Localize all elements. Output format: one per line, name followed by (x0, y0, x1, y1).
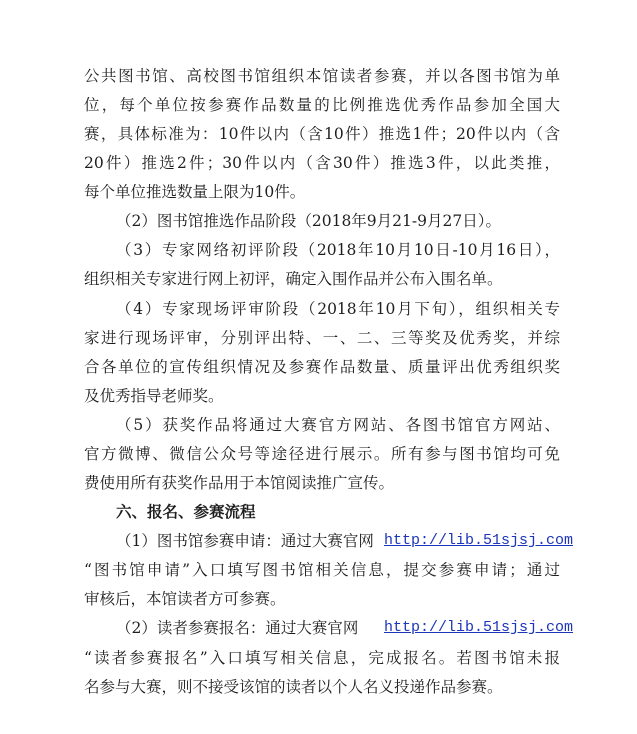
stage-3-line: （3）专家网络初评阶段（2018年10月10日-10月16日）， (116, 241, 560, 259)
step-1-line: “图书馆申请”入口填写图书馆相关信息，提交参赛申请；通过 (84, 561, 560, 579)
stage-2-line: （2）图书馆推选作品阶段（2018年9月21-9月27日）。 (116, 212, 501, 230)
paragraph-1-line: 位，每个单位按参赛作品数量的比例推选优秀作品参加全国大 (84, 96, 560, 114)
paragraph-1-line: 赛，具体标准为：10件以内（含10件）推选1件；20件以内（含 (84, 125, 560, 143)
step-2-prefix: （2）读者参赛报名：通过大赛官网 (116, 619, 359, 637)
step-2-line: “读者参赛报名”入口填写相关信息，完成报名。若图书馆未报 (84, 649, 560, 667)
stage-4-line: 家进行现场评审，分别评出特、一、二、三等奖及优秀奖，并综 (84, 329, 560, 347)
contest-website-link[interactable]: http://lib.51sjsj.com (384, 619, 574, 636)
stage-5-line: （5）获奖作品将通过大赛官方网站、各图书馆官方网站、 (116, 416, 560, 434)
section-6-heading: 六、报名、参赛流程 (116, 503, 256, 521)
step-1-prefix: （1）图书馆参赛申请：通过大赛官网 (116, 532, 374, 550)
stage-5-line: 费使用所有获奖作品用于本馆阅读推广宣传。 (84, 474, 395, 492)
stage-4-line: （4）专家现场评审阶段（2018年10月下旬），组织相关专 (116, 300, 560, 318)
stage-5-line: 官方微博、微信公众号等途径进行展示。所有参与图书馆均可免 (84, 445, 560, 463)
stage-4-line: 及优秀指导老师奖。 (84, 387, 224, 405)
paragraph-1-line: 20件）推选2件；30件以内（含30件）推选3件，以此类推， (84, 154, 560, 172)
contest-website-link[interactable]: http://lib.51sjsj.com (384, 532, 574, 549)
step-2-line: 名参与大赛，则不接受该馆的读者以个人名义投递作品参赛。 (84, 678, 503, 696)
step-1-line: 审核后，本馆读者方可参赛。 (84, 590, 286, 608)
stage-4-line: 合各单位的宣传组织情况及参赛作品数量、质量评出优秀组织奖 (84, 358, 560, 376)
paragraph-1-line: 公共图书馆、高校图书馆组织本馆读者参赛，并以各图书馆为单 (84, 67, 560, 85)
paragraph-1-line: 每个单位推选数量上限为10件。 (84, 183, 306, 201)
stage-3-line: 组织相关专家进行网上初评，确定入围作品并公布入围名单。 (84, 270, 503, 288)
